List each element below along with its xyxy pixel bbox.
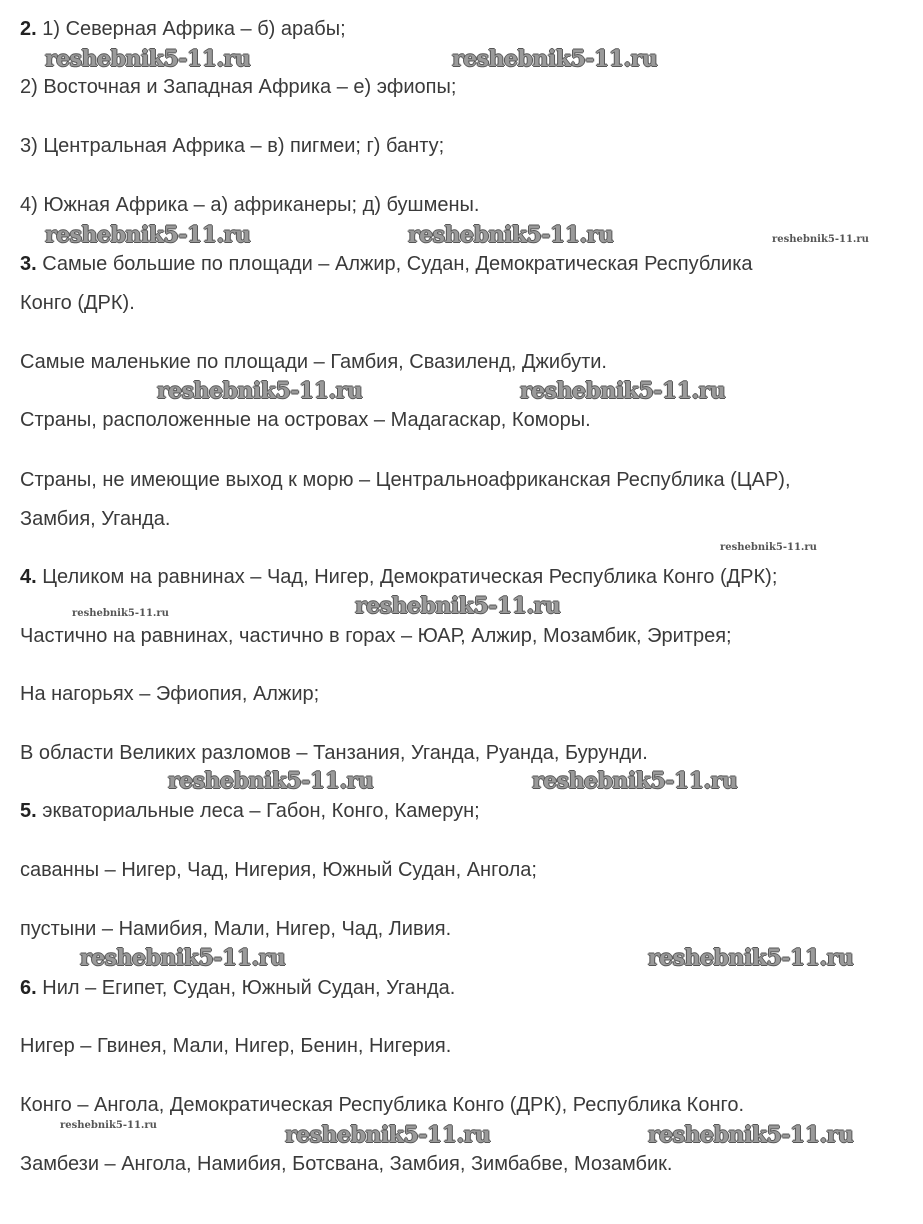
task-number: 6.: [20, 977, 37, 999]
line-text: В области Великих разломов – Танзания, Уганда, Руанда, Бурунди.: [20, 742, 648, 764]
watermark: reshebnik5-11.ru: [168, 768, 374, 794]
text-line: [20, 1034, 451, 1058]
watermark: reshebnik5-11.ru: [355, 593, 561, 619]
line-text: Замбия, Уганда.: [20, 508, 171, 530]
watermark: reshebnik5-11.ru: [157, 378, 363, 404]
line-text: 1) Северная Африка – б) арабы;: [36, 18, 346, 40]
text-line: [20, 507, 170, 531]
line-text: Страны, расположенные на островах – Мадагаскар, Коморы.: [20, 409, 591, 431]
line-text: Целиком на равнинах – Чад, Нигер, Демократическая Республика Конго (ДРК);: [36, 566, 778, 588]
text-line: [20, 75, 456, 99]
watermark: reshebnik5-11.ru: [45, 46, 251, 72]
line-text: 2) Восточная и Западная Африка – е) эфиопы;: [20, 76, 457, 98]
text-line: [20, 799, 480, 823]
line-text: пустыни – Намибия, Мали, Нигер, Чад, Ливия.: [20, 918, 452, 940]
text-line: [20, 17, 346, 41]
text-line: [20, 565, 777, 589]
line-text: Нигер – Гвинея, Мали, Нигер, Бенин, Нигерия.: [20, 1035, 452, 1057]
line-text: 3) Центральная Африка – в) пигмеи; г) банту;: [20, 135, 445, 157]
line-text: Частично на равнинах, частично в горах – ЮАР, Алжир, Мозамбик, Эритрея;: [20, 625, 732, 647]
watermark: reshebnik5-11.ru: [532, 768, 738, 794]
line-text: экваториальные леса – Габон, Конго, Камерун;: [36, 800, 480, 822]
line-text: Конго (ДРК).: [20, 292, 135, 314]
watermark: reshebnik5-11.ru: [648, 945, 854, 971]
text-line: [20, 193, 479, 217]
watermark: reshebnik5-11.ru: [80, 945, 286, 971]
task-number: 4.: [20, 566, 37, 588]
line-text: Нил – Египет, Судан, Южный Судан, Уганда.: [36, 977, 456, 999]
watermark: reshebnik5-11.ru: [408, 222, 614, 248]
watermark: reshebnik5-11.ru: [772, 234, 869, 245]
watermark: reshebnik5-11.ru: [452, 46, 658, 72]
text-line: [20, 1093, 744, 1117]
line-text: Конго – Ангола, Демократическая Республика Конго (ДРК), Республика Конго.: [20, 1094, 745, 1116]
task-number: 3.: [20, 253, 37, 275]
text-line: [20, 917, 451, 941]
line-text: 4) Южная Африка – а) африканеры; д) бушмены.: [20, 194, 480, 216]
line-text: Самые большие по площади – Алжир, Судан, Демократическая Республика: [36, 253, 753, 275]
text-line: [20, 741, 648, 765]
text-line: [20, 291, 135, 315]
watermark: reshebnik5-11.ru: [648, 1122, 854, 1148]
line-text: Самые маленькие по площади – Гамбия, Свазиленд, Джибути.: [20, 351, 607, 373]
line-text: На нагорьях – Эфиопия, Алжир;: [20, 683, 320, 705]
task-number: 5.: [20, 800, 37, 822]
watermark: reshebnik5-11.ru: [72, 608, 169, 619]
watermark: reshebnik5-11.ru: [520, 378, 726, 404]
text-line: [20, 1152, 672, 1176]
line-text: Замбези – Ангола, Намибия, Ботсвана, Замбия, Зимбабве, Мозамбик.: [20, 1153, 673, 1175]
text-line: [20, 858, 537, 882]
task-number: 2.: [20, 18, 37, 40]
text-line: [20, 350, 607, 374]
text-line: [20, 134, 444, 158]
text-line: [20, 976, 455, 1000]
text-line: [20, 624, 732, 648]
text-line: [20, 682, 319, 706]
watermark: reshebnik5-11.ru: [720, 542, 817, 553]
watermark: reshebnik5-11.ru: [285, 1122, 491, 1148]
line-text: Страны, не имеющие выход к морю – Центральноафриканская Республика (ЦАР),: [20, 469, 791, 491]
line-text: саванны – Нигер, Чад, Нигерия, Южный Судан, Ангола;: [20, 859, 537, 881]
watermark: reshebnik5-11.ru: [60, 1120, 157, 1131]
text-line: [20, 408, 591, 432]
text-line: [20, 468, 791, 492]
text-line: [20, 252, 753, 276]
watermark: reshebnik5-11.ru: [45, 222, 251, 248]
